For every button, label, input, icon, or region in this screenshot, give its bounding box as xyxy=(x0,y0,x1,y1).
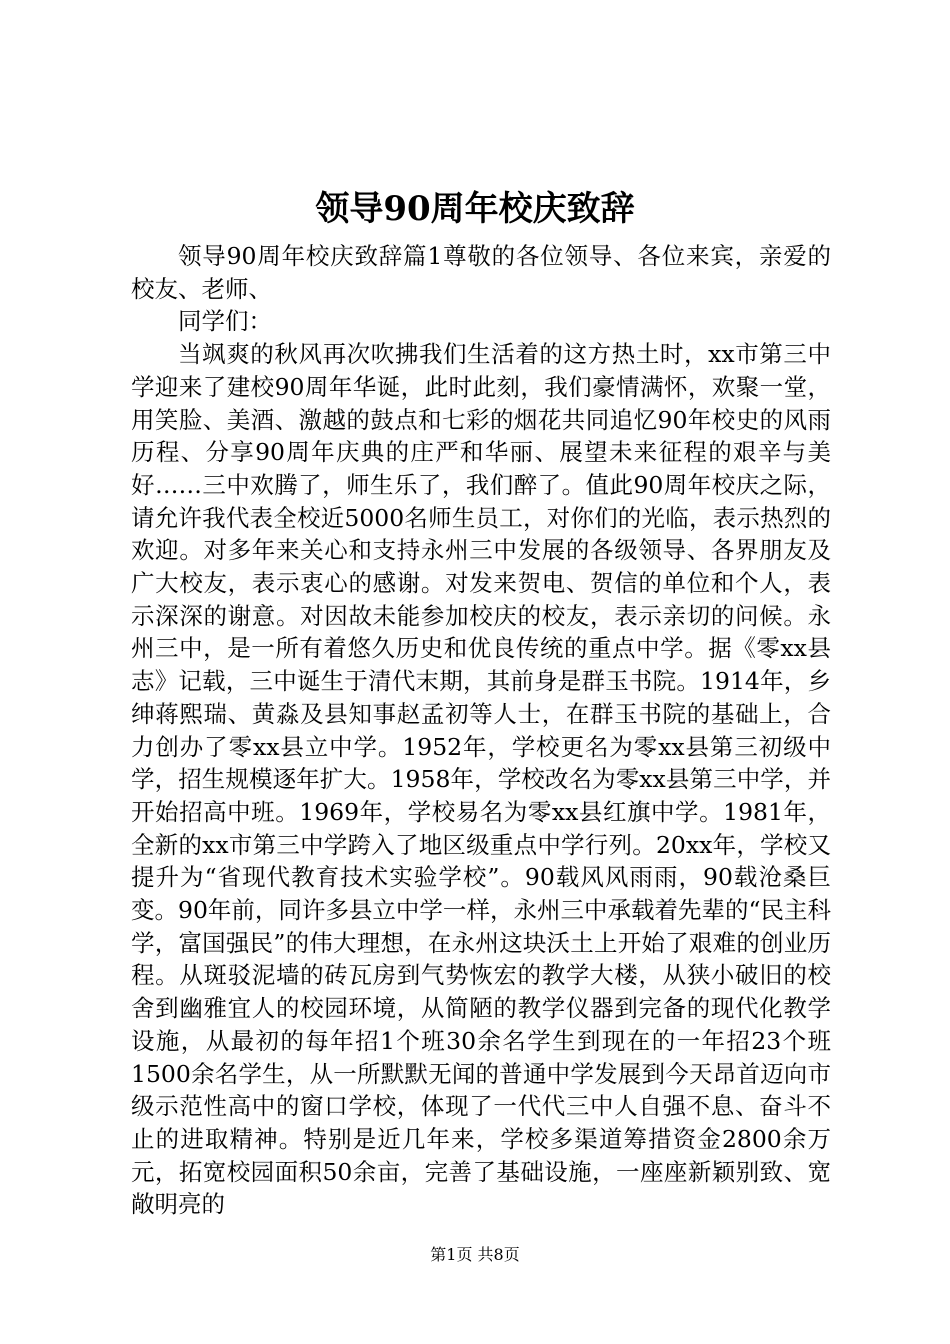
paragraph-greeting: 领导90周年校庆致辞篇1尊敬的各位领导、各位来宾，亲爱的校友、老师、 xyxy=(131,242,831,303)
document-title: 领导90周年校庆致辞 xyxy=(315,189,635,229)
paragraph-main: 当飒爽的秋风再次吹拂我们生活着的这方热土时，xx市第三中学迎来了建校90周年华诞，此时此刻，我们豪情满怀，欢聚一堂，用笑脸、美酒、激越的鼓点和七彩的烟花共同追忆90年校史的风雨历程、分享90周年庆典的庄严和华丽、展望未来征程的艰辛与美好……三中欢腾了，师生乐了，我们醉了。值此90周年校庆之际，请允许我代表全校近5000名师生员工，对你们的光临，表示热烈的欢迎。对多年来关心和支持永州三中发展的各级领导、各界朋友及广大校友，表示衷心的感谢。对发来贺电、贺信的单位和个人，表示深深的谢意。对因故未能参加校庆的校友，表示亲切的问候。永州三中，是一所有着悠久历史和优良传统的重点中学。据《零xx县志》记载，三中诞生于清代末期，其前身是群玉书院。1914年，乡绅蒋熙瑞、黄淼及县知事赵孟初等人士，在群玉书院的基础上，合力创办了零xx县立中学。1952年，学校更名为零xx县第三初级中学，招生规模逐年扩大。1958年，学校改名为零xx县第三中学，并开始招高中班。1969年，学校易名为零xx县红旗中学。1981年，全新的xx市第三中学跨入了地区级重点中学行列。20xx年，学校又提升为“省现代教育技术实验学校”。90载风风雨雨，90载沧桑巨变。90年前，同许多县立中学一样，永州三中承载着先辈的“民主科学，富国强民”的伟大理想，在永州这块沃土上开始了艰难的创业历程。从斑驳泥墙的砖瓦房到气势恢宏的教学大楼，从狭小破旧的校舍到幽雅宜人的校园环境，从简陋的教学仪器到完备的现代化教学设施，从最初的每年招1个班30余名学生到现在的一年招23个班1500余名学生，从一所默默无闻的普通中学发展到今天昂首迈向市级示范性高中的窗口学校，体现了一代代三中人自强不息、奋斗不止的进取精神。特别是近几年来，学校多渠道筹措资金2800余万元，拓宽校园面积50余亩，完善了基础设施，一座座新颖别致、宽敞明亮的 xyxy=(131,340,831,1219)
document-body xyxy=(131,240,831,1221)
paragraph-salutation: 同学们： xyxy=(178,307,272,336)
page-footer: 第1页 共8页 xyxy=(430,1245,520,1264)
